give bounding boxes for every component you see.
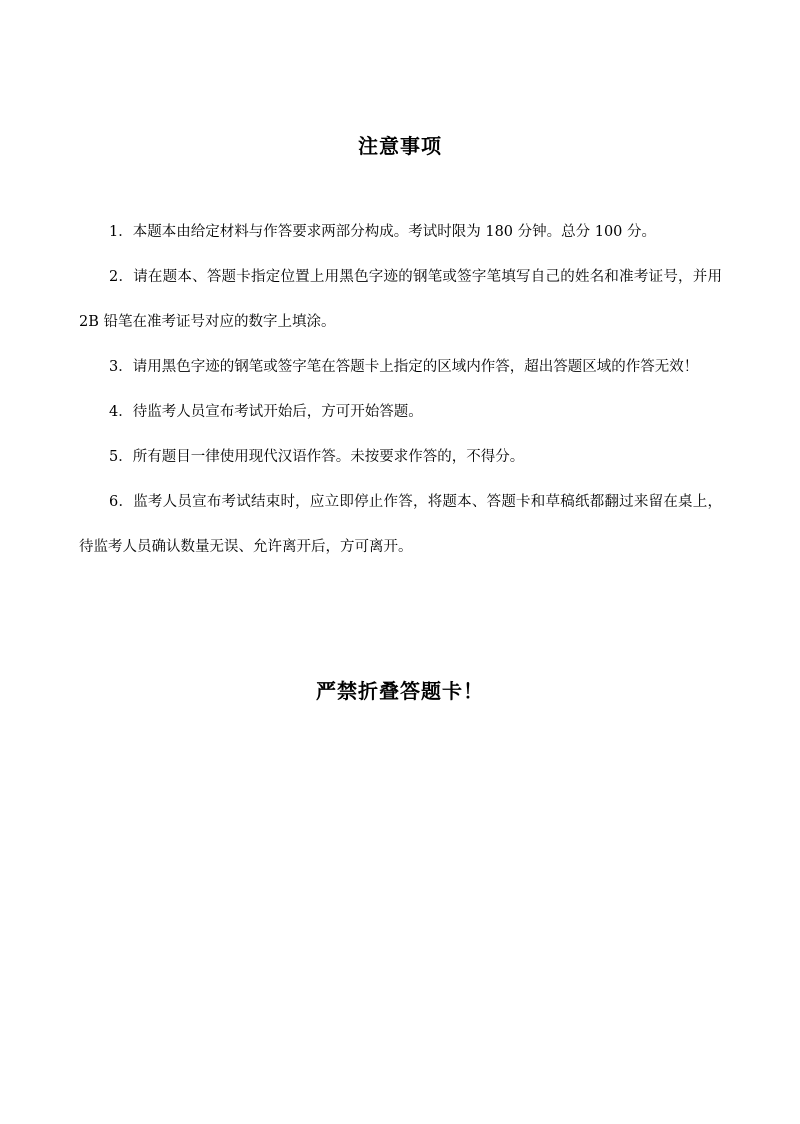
item-number: 2． (109, 269, 134, 285)
item-text: 所有题目一律使用现代汉语作答。未按要求作答的，不得分。 (132, 449, 525, 465)
item-text: 待监考人员宣布考试开始后，方可开始答题。 (132, 404, 423, 420)
item-number: 1． (109, 224, 133, 240)
instruction-item-3 (79, 345, 722, 390)
instruction-item-1 (79, 210, 722, 255)
instruction-item-5 (79, 435, 722, 480)
warning-title: 严禁折叠答题卡！ (316, 679, 484, 703)
item-text: 监考人员宣布考试结束时，应立即停止作答，将题本、答题卡和草稿纸都翻过来留在桌上，待监考人员确认数量无误、允许离开后，方可离开。 (79, 494, 722, 555)
item-text: 请用黑色字迹的钢笔或签字笔在答题卡上指定的区域内作答，超出答题区域的作答无效！ (132, 359, 699, 375)
instructions-list (79, 210, 722, 570)
instruction-item-2 (79, 255, 722, 345)
item-number: 3． (109, 359, 133, 375)
item-text: 请在题本、答题卡指定位置上用黑色字迹的钢笔或签字笔填写自己的姓名和准考证号，并用 2B 铅笔在准考证号对应的数字上填涂。 (79, 269, 722, 330)
item-number: 5． (109, 449, 133, 465)
item-number: 4． (109, 404, 133, 420)
instruction-item-4 (79, 390, 722, 435)
item-number: 6． (109, 494, 134, 510)
item-text: 本题本由给定材料与作答要求两部分构成。考试时限为 180 分钟。总分 100 分。 (132, 224, 657, 240)
page-title: 注意事项 (358, 134, 442, 158)
instruction-item-6 (79, 480, 722, 570)
